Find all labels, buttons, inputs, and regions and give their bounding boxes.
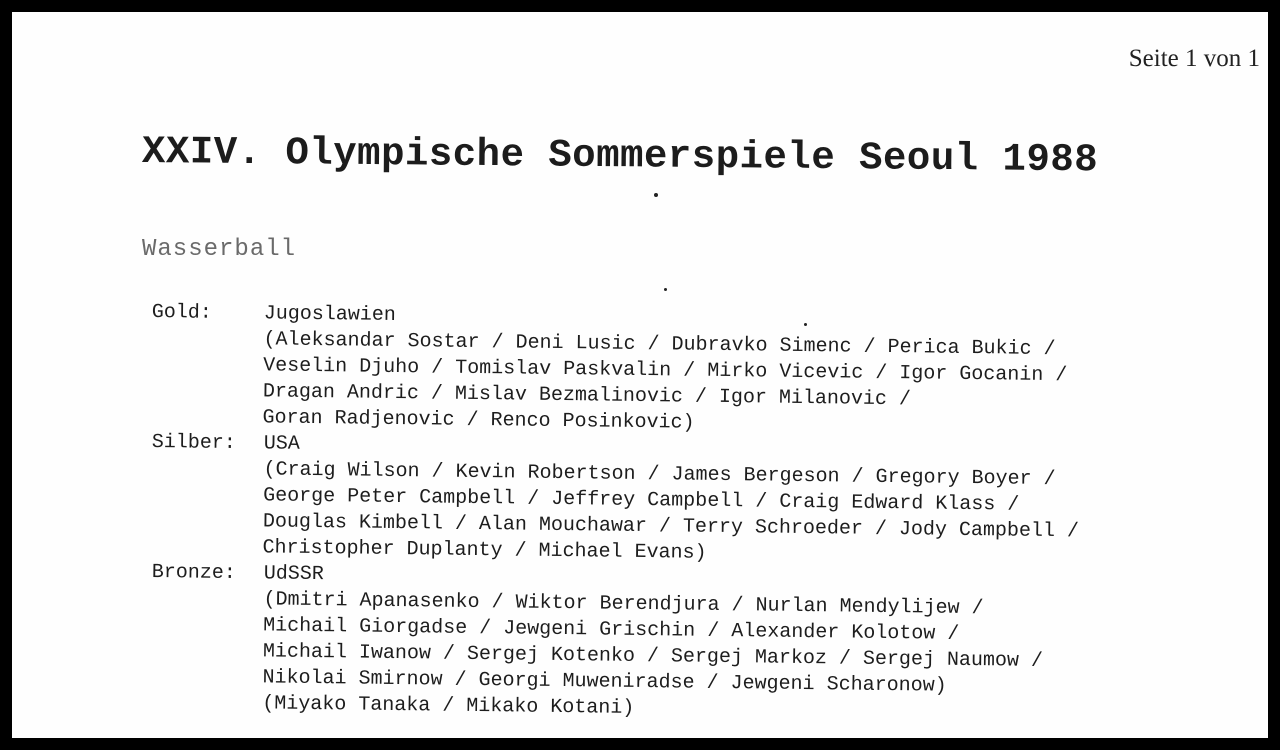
page-title: XXIV. Olympische Sommerspiele Seoul 1988 — [141, 130, 1099, 183]
scan-speck — [654, 193, 658, 197]
medal-country: USA — [263, 432, 300, 456]
medal-body — [262, 561, 1044, 727]
medal-label: Bronze: — [151, 560, 236, 586]
team-line: Douglas Kimbell / Alan Mouchawar / Terry Schroeder / Jody Campbell / — [262, 510, 1080, 544]
team-line: (Miyako Tanaka / Mikako Kotani) — [262, 692, 635, 720]
team-line: (Aleksandar Sostar / Deni Lusic / Dubravko Simenc / Perica Bukic / — [263, 328, 1056, 362]
team-line: Dragan Andric / Mislav Bezmalinovic / Igor Milanovic / — [262, 380, 912, 412]
scan-speck — [664, 288, 667, 291]
page-number: Seite 1 von 1 — [1128, 45, 1260, 72]
team-line: George Peter Campbell / Jeffrey Campbell / Craig Edward Klass / — [263, 484, 1020, 517]
medal-body — [262, 301, 1068, 441]
medal-label: Silber: — [151, 430, 236, 456]
team-line: Goran Radjenovic / Renco Posinkovic) — [262, 406, 695, 435]
team-line: Michail Giorgadse / Jewgeni Grischin / Alexander Kolotow / — [263, 614, 960, 646]
team-line: (Dmitri Apanasenko / Wiktor Berendjura / Nurlan Mendylijew / — [263, 588, 984, 621]
medal-entry-bronze — [150, 560, 1080, 727]
team-line: Nikolai Smirnow / Georgi Muweniradse / Jewgeni Scharonow) — [262, 666, 947, 698]
team-line: (Craig Wilson / Kevin Robertson / James Bergeson / Gregory Boyer / — [263, 458, 1056, 492]
team-line: Christopher Duplanty / Michael Evans) — [262, 536, 707, 565]
document-page — [12, 12, 1268, 738]
medal-entry-gold — [150, 300, 1080, 441]
medal-body — [262, 431, 1080, 571]
section-heading: Wasserball — [142, 236, 297, 263]
team-line: Michail Iwanow / Sergej Kotenko / Sergej Markoz / Sergej Naumow / — [262, 640, 1044, 673]
medal-entry-silver — [150, 430, 1080, 571]
medal-list — [151, 300, 1080, 720]
medal-country: Jugoslawien — [263, 302, 397, 327]
medal-label: Gold: — [151, 300, 212, 325]
team-line: Veselin Djuho / Tomislav Paskvalin / Mirko Vicevic / Igor Gocanin / — [263, 354, 1068, 388]
medal-country: UdSSR — [263, 562, 324, 587]
